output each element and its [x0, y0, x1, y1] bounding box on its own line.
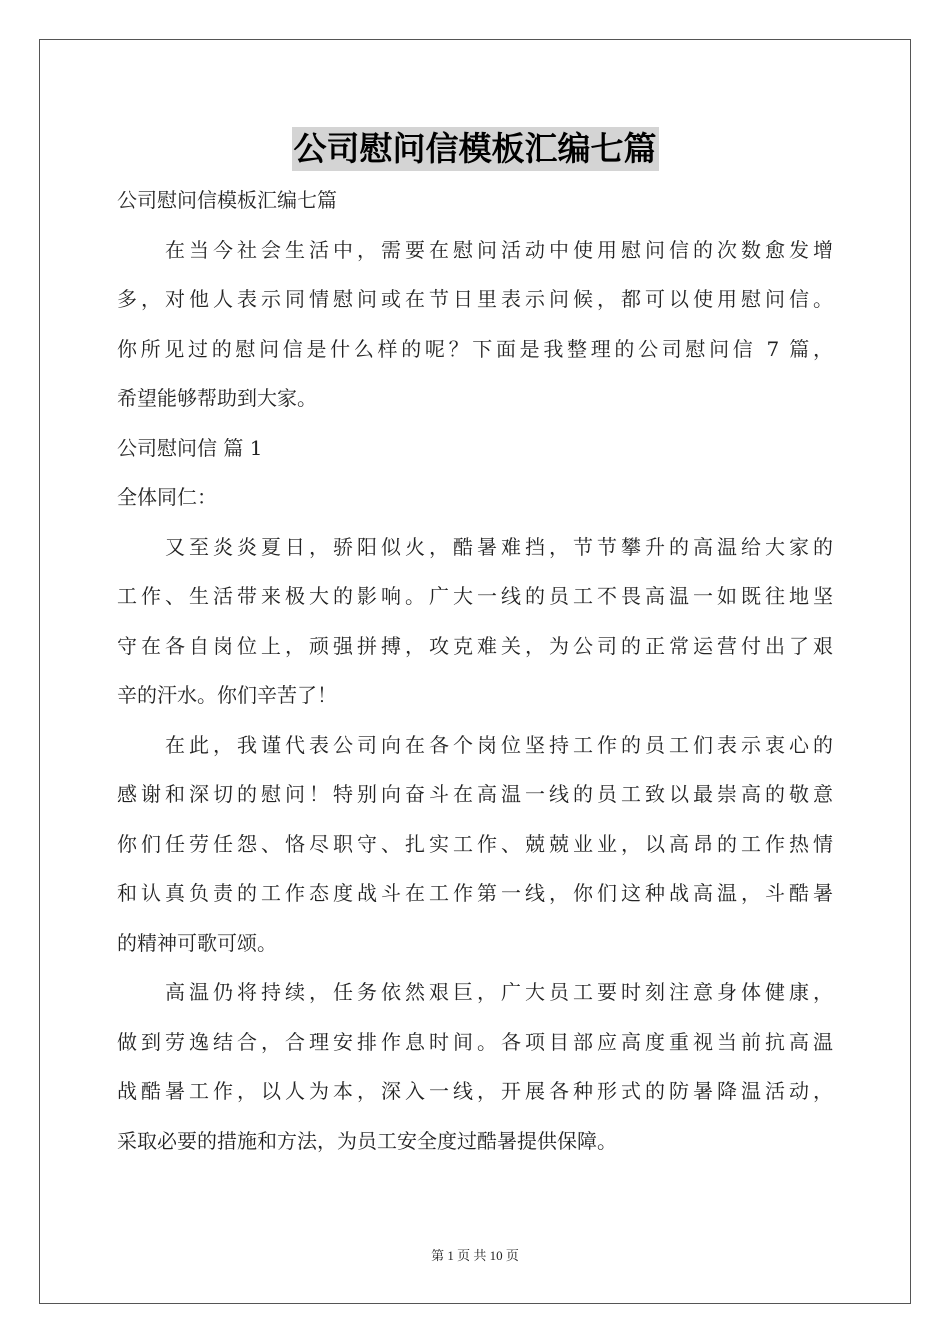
text-line: 公司慰问信模板汇编七篇: [117, 188, 337, 212]
text-line: 希望能够帮助到大家。: [117, 386, 317, 410]
text-line: 战酷暑工作，以人为本，深入一线，开展各种形式的防暑降温活动，: [117, 1079, 833, 1103]
text-line: 又至炎炎夏日，骄阳似火，酷暑难挡，节节攀升的高温给大家的: [165, 534, 833, 559]
document-title: 公司慰问信模板汇编七篇: [292, 127, 659, 171]
text-line: 你所见过的慰问信是什么样的呢？下面是我整理的公司慰问信 7 篇，: [117, 336, 833, 361]
text-line: 工作、生活带来极大的影响。广大一线的员工不畏高温一如既往地坚: [117, 584, 833, 608]
text-line: 辛的汗水。你们辛苦了！: [117, 683, 337, 707]
text-line: 采取必要的措施和方法，为员工安全度过酷暑提供保障。: [117, 1128, 617, 1153]
text-line: 多，对他人表示同情慰问或在节日里表示问候，都可以使用慰问信。: [117, 287, 833, 311]
text-line: 在当今社会生活中，需要在慰问活动中使用慰问信的次数愈发增: [165, 237, 833, 262]
text-line: 在此，我谨代表公司向在各个岗位坚持工作的员工们表示衷心的: [165, 732, 833, 757]
text-line: 做到劳逸结合，合理安排作息时间。各项目部应高度重视当前抗高温: [117, 1029, 833, 1054]
text-line: 全体同仁：: [117, 485, 217, 509]
document-body: [117, 176, 833, 1166]
text-line: 高温仍将持续，任务依然艰巨，广大员工要时刻注意身体健康，: [165, 980, 833, 1004]
text-line: 的精神可歌可颂。: [117, 930, 277, 955]
page-footer: 第 1 页 共 10 页: [431, 1248, 519, 1263]
text-line: 感谢和深切的慰问！特别向奋斗在高温一线的员工致以最崇高的敬意: [117, 782, 833, 806]
text-line: 你们任劳任怨、恪尽职守、扎实工作、兢兢业业，以高昂的工作热情: [117, 831, 833, 856]
text-line: 守在各自岗位上，顽强拼搏，攻克难关，为公司的正常运营付出了艰: [117, 633, 833, 658]
text-line: 和认真负责的工作态度战斗在工作第一线，你们这种战高温，斗酷暑: [117, 881, 833, 905]
text-line: 公司慰问信 篇 1: [117, 435, 263, 460]
title-container: [0, 127, 950, 171]
